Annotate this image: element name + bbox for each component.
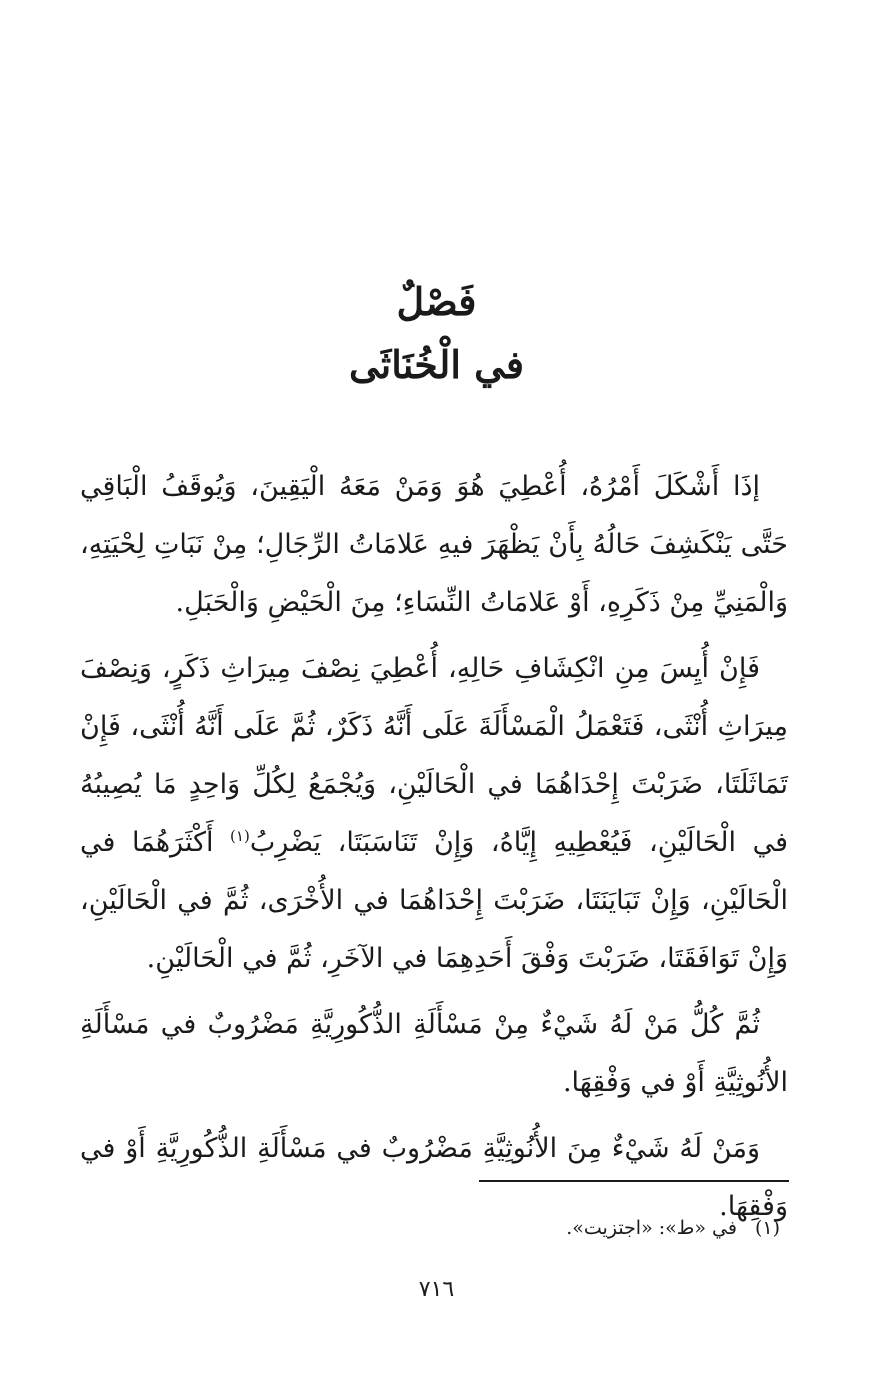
- page-number: ٧١٦: [418, 1277, 455, 1302]
- footnote-number: (١): [754, 1217, 780, 1239]
- footnote-separator: [479, 1180, 789, 1182]
- paragraph-3: ثُمَّ كُلُّ مَنْ لَهُ شَيْءٌ مِنْ مَسْأَلَةِ الذُّكُورِيَّةِ مَضْرُوبٌ في مَسْأَلَةِ الأُنُوثِيَّةِ أَوْ في وَفْقِهَا.: [80, 1009, 788, 1098]
- main-text: [80, 458, 788, 1244]
- footnote-text: في «ط»: «اجتزيت».: [566, 1217, 737, 1239]
- paragraph-2-part-1: فَإِنْ أُيِسَ مِنِ انْكِشَافِ حَالِهِ، أُعْطِيَ نِصْفَ مِيرَاثِ ذَكَرٍ، وَنِصْفَ مِيرَاثِ أُنْثَى، فَتَعْمَلُ الْمَسْأَلَةَ عَلَى أَنَّهُ ذَكَرٌ، ثُمَّ عَلَى أَنَّهُ أُنْثَى، فَإِنْ تَمَاثَلَتَا، ضَرَبْتَ إِحْدَاهُمَا في الْحَالَيْنِ، وَيُجْمَعُ لِكُلِّ وَاحِدٍ مَا يُصِيبُهُ في الْحَالَيْنِ، فَيُعْطِيهِ إِيَّاهُ، وَإِنْ تَنَاسَبَتَا، يَضْرِبُ: [80, 653, 788, 858]
- paragraph-4: وَمَنْ لَهُ شَيْءٌ مِنَ الأُنُوثِيَّةِ مَضْرُوبٌ في مَسْأَلَةِ الذُّكُورِيَّةِ أَوْ في وَفْقِهَا.: [80, 1133, 788, 1222]
- footnote-reference: (١): [230, 827, 250, 845]
- paragraph-2-part-2: أَكْثَرَهُمَا في الْحَالَيْنِ، وَإِنْ تَبَايَنَتَا، ضَرَبْتَ إِحْدَاهُمَا في الأُخْرَى، ثُمَّ في الْحَالَيْنِ، وَإِنْ تَوَافَقَتَا، ضَرَبْتَ وَفْقَ أَحَدِهِمَا في الآخَرِ، ثُمَّ في الْحَالَيْنِ.: [80, 827, 788, 974]
- section-title: فَصْلٌ: [396, 279, 477, 324]
- section-subtitle: في الْخُنَاثَى: [348, 342, 525, 387]
- paragraph-2: [80, 640, 788, 988]
- paragraph-1: إذَا أَشْكَلَ أَمْرُهُ، أُعْطِيَ هُوَ وَمَنْ مَعَهُ الْيَقِينَ، وَيُوقَفُ الْبَاقِي حَتَّى يَنْكَشِفَ حَالُهُ بِأَنْ يَظْهَرَ فيهِ عَلامَاتُ الرِّجَالِ؛ مِنْ نَبَاتِ لِحْيَتِهِ، وَالْمَنِيِّ مِنْ ذَكَرِهِ، أَوْ عَلامَاتُ النِّسَاءِ؛ مِنَ الْحَيْضِ وَالْحَبَلِ.: [80, 471, 788, 618]
- footnote: [80, 1212, 780, 1244]
